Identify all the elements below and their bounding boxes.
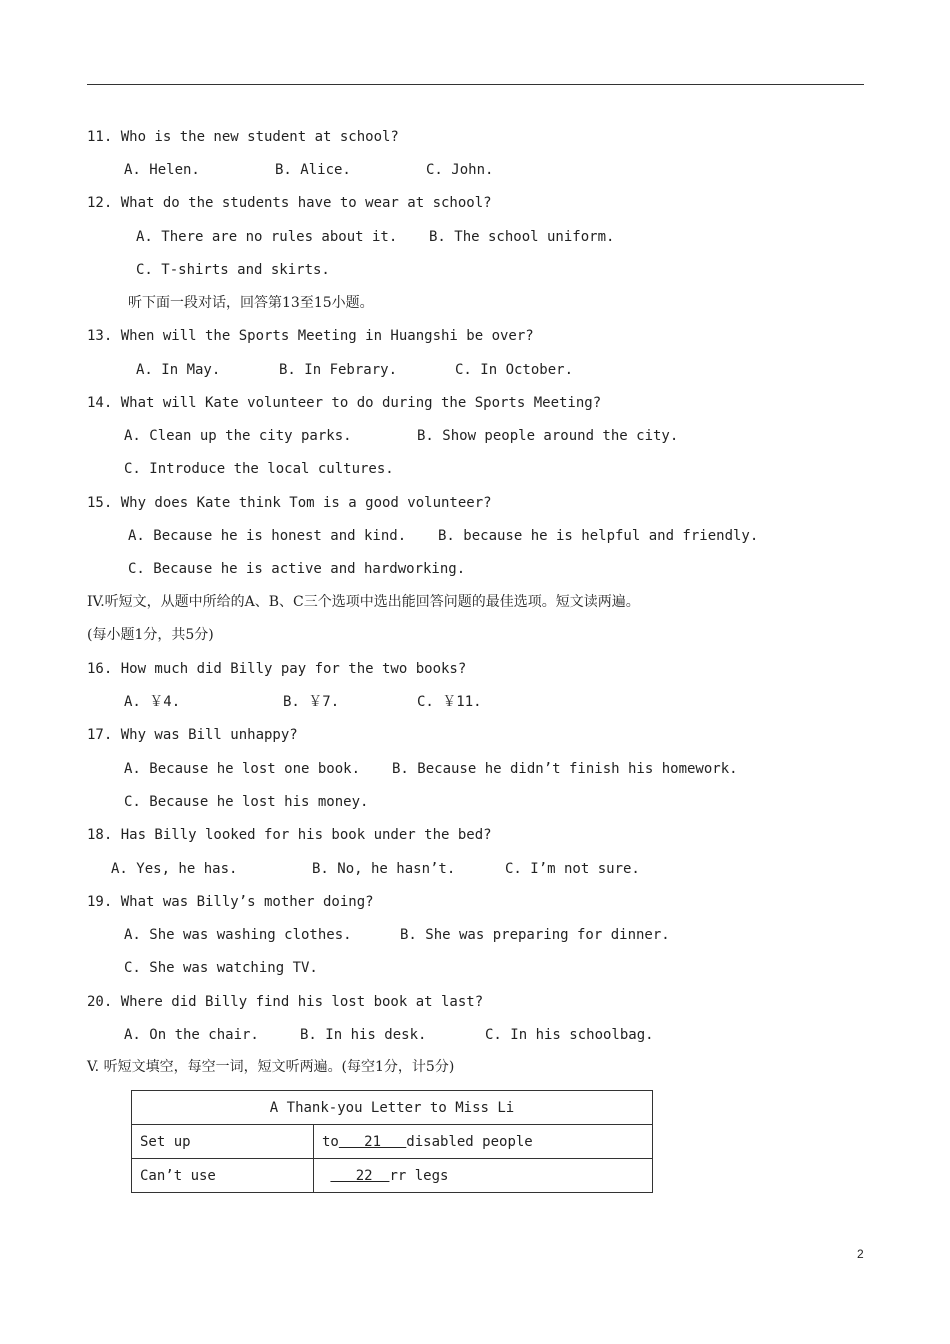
question-11-stem: 11. Who is the new student at school? <box>87 129 399 145</box>
blank-21: 21 <box>338 1133 407 1150</box>
instruction-13-15: 听下面一段对话，回答第13至15小题。 <box>128 295 374 311</box>
question-13-option-b: B. In Febrary. <box>279 362 398 378</box>
question-17-option-b: B. Because he didn’t finish his homework. <box>392 761 738 777</box>
question-17-option-c: C. Because he lost his money. <box>124 794 369 810</box>
question-14-option-a: A. Clean up the city parks. <box>124 428 352 444</box>
section-iv-scoring: (每小题1分，共5分) <box>87 627 214 643</box>
question-12-option-b: B. The school uniform. <box>429 229 615 245</box>
blank-22: 22 <box>330 1167 390 1184</box>
question-12-option-c: C. T-shirts and skirts. <box>136 262 330 278</box>
question-12-option-a: A. There are no rules about it. <box>136 229 398 245</box>
question-16-option-a: A. ￥4. <box>124 694 181 710</box>
question-18-option-b: B. No, he hasn’t. <box>312 861 456 877</box>
table-row <box>132 1159 653 1193</box>
table-row-2-label: Can’t use <box>132 1159 314 1193</box>
question-11-option-b: B. Alice. <box>275 162 351 178</box>
question-15-option-a: A. Because he is honest and kind. <box>128 528 407 544</box>
table-title: A Thank-you Letter to Miss Li <box>132 1091 653 1125</box>
table-row-2-suffix: rr legs <box>389 1167 449 1184</box>
table-row-1-label: Set up <box>132 1125 314 1159</box>
question-14-option-c: C. Introduce the local cultures. <box>124 461 394 477</box>
table-row-2-content <box>314 1159 653 1193</box>
header-rule <box>87 84 864 85</box>
question-11-option-a: A. Helen. <box>124 162 200 178</box>
question-18-option-c: C. I’m not sure. <box>505 861 640 877</box>
question-15-option-c: C. Because he is active and hardworking. <box>128 561 466 577</box>
question-20-option-c: C. In his schoolbag. <box>485 1027 654 1043</box>
section-iv-line1: IV.听短文，从题中所给的A、B、C三个选项中选出能回答问题的最佳选项。短文读两遍。 <box>87 594 640 610</box>
section-v-heading: V. 听短文填空，每空一词，短文听两遍。(每空1分，计5分) <box>87 1059 455 1075</box>
page-number: 2 <box>857 1247 864 1261</box>
table-row-1-suffix: disabled people <box>406 1133 533 1150</box>
question-12-stem: 12. What do the students have to wear at school? <box>87 195 492 211</box>
table-row-1-prefix: to <box>322 1133 339 1150</box>
question-13-option-c: C. In October. <box>455 362 574 378</box>
question-15-option-b: B. because he is helpful and friendly. <box>438 528 759 544</box>
question-17-option-a: A. Because he lost one book. <box>124 761 361 777</box>
question-18-option-a: A. Yes, he has. <box>111 861 238 877</box>
question-15-stem: 15. Why does Kate think Tom is a good volunteer? <box>87 495 492 511</box>
question-17-stem: 17. Why was Bill unhappy? <box>87 727 298 743</box>
question-19-option-b: B. She was preparing for dinner. <box>400 927 670 943</box>
question-16-option-c: C. ￥11. <box>417 694 482 710</box>
question-13-option-a: A. In May. <box>136 362 221 378</box>
question-19-stem: 19. What was Billy’s mother doing? <box>87 894 374 910</box>
question-19-option-a: A. She was washing clothes. <box>124 927 352 943</box>
question-16-option-b: B. ￥7. <box>283 694 340 710</box>
section-iv-instruction <box>87 593 640 611</box>
table-row <box>132 1125 653 1159</box>
table-row-1-content <box>314 1125 653 1159</box>
question-14-option-b: B. Show people around the city. <box>417 428 679 444</box>
question-13-stem: 13. When will the Sports Meeting in Huangshi be over? <box>87 328 534 344</box>
question-16-stem: 16. How much did Billy pay for the two books? <box>87 661 467 677</box>
question-19-option-c: C. She was watching TV. <box>124 960 318 976</box>
question-18-stem: 18. Has Billy looked for his book under the bed? <box>87 827 492 843</box>
question-20-stem: 20. Where did Billy find his lost book at last? <box>87 994 484 1010</box>
question-20-option-a: A. On the chair. <box>124 1027 259 1043</box>
table-title-row <box>132 1091 653 1125</box>
question-20-option-b: B. In his desk. <box>300 1027 427 1043</box>
question-11-option-c: C. John. <box>426 162 494 178</box>
fill-in-table <box>131 1090 653 1193</box>
question-14-stem: 14. What will Kate volunteer to do during the Sports Meeting? <box>87 395 602 411</box>
